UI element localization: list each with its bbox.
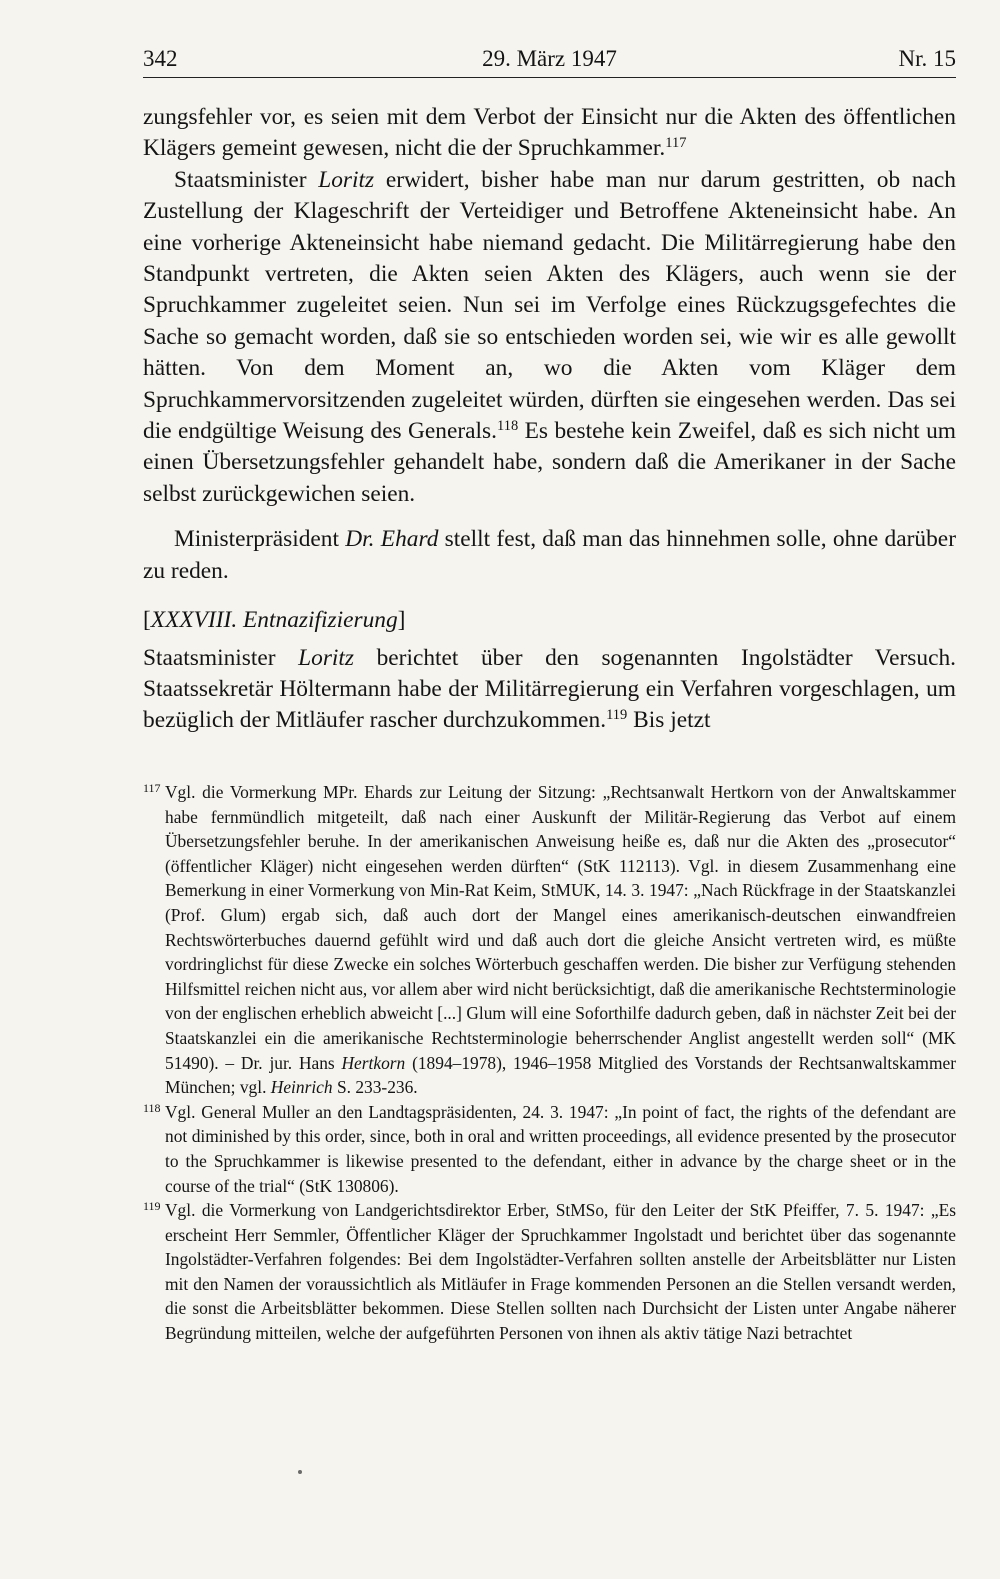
paragraph-text: Staatsminister (174, 166, 319, 193)
footnote-number: 118 (143, 1100, 161, 1115)
speaker-name: Loritz (298, 644, 355, 671)
section-title: XXXVIII. Entnazifizierung (150, 607, 398, 634)
footnote-text: Vgl. die Vormerkung von Landgerichtsdirektor Erber, StMSo, für den Leiter der StK Pfeiffer, 7. 5. 1947: „Es erscheint Herr Semmler, Öffentlicher Kläger der Spruchkammer Ingolstadt und berichtet über das sogenannte Ingolstädter-Verfahren folgendes: Bei dem Ingolstädter-Verfahren sollten anstelle der Arbeitsblätter nur Listen mit den Namen der voraussichtlich als Mitläufer in Frage kommenden Personen an die Stellen versandt werden, die sonst die Arbeitsblätter bekommen. Diese Stellen sollten nach Durchsicht der Listen unter Angabe näherer Begründung mitteilen, welche der aufgeführten Personen von ihnen als aktiv tätige Nazi betrachtet (165, 1200, 956, 1344)
paragraph-ehard (143, 524, 956, 587)
speaker-name: Dr. Ehard (345, 526, 439, 553)
footnote-text-part: Vgl. die Vormerkung MPr. Ehards zur Leitung der Sitzung: „Rechtsanwalt Hertkorn von der Anwaltskammer habe fernmündlich mitgeteilt, daß nach einer Auskunft der Militär-Regierung das Verbot auf einem Übersetzungsfehler beruhe. In der amerikanischen Anweisung heiße es, daß nur die Akten des „prosecutor“ (öffentlicher Kläger) nicht eingesehen werden dürften“ (StK 112113). Vgl. in diesem Zusammenhang eine Bemerkung in einer Vormerkung von Min-Rat Keim, StMUK, 14. 3. 1947: „Nach Rückfrage in der Staatskanzlei (Prof. Glum) ergab sich, daß auch dort der Mangel eines amerikanisch-deutschen einwandfreien Rechtswörterbuches dauernd gefühlt wird und daß auch dort die gleiche Ansicht vertreten wird, es müßte vordringlichst für diese Zwecke ein solches Wörterbuch geschaffen werden. Die bisher zur Verfügung stehenden Hilfsmittel reichen nicht aus, vor allem aber wird nicht berücksichtigt, daß die amerikanische Rechtsterminologie von der englischen erheblich abweicht [...] Glum will eine Soforthilfe dadurch geben, daß in nächster Zeit bei der Staatskanzlei ein die amerikanische Rechtsterminologie beherrschender Anglist angestellt werden soll“ (MK 51490). – Dr. jur. Hans (165, 782, 956, 1073)
paragraph-text: erwidert, bisher habe man nur darum gestritten, ob nach Zustellung der Klageschrift der Verteidiger und Betroffene Akteneinsicht habe. An eine vorherige Akteneinsicht habe niemand gedacht. Die Militärregierung habe den Standpunkt vertreten, die Akten seien Akten des Klägers, auch wenn sie der Spruchkammer zugeleitet seien. Nun sei im Verfolge eines Rückzugsgefechtes die Sache so gemacht worden, daß sie so entschieden worden sei, wie wir es alle gewollt hätten. Von dem Moment an, wo die Akten vom Kläger dem Spruchkammervorsitzenden zugeleitet würden, dürften sie eingesehen werden. Das sei die endgültige Weisung des Generals. (143, 166, 956, 445)
paragraph-text: Es bestehe kein Zweifel, daß es sich nicht um einen Übersetzungsfehler gehandelt habe, sondern daß die Amerikaner in der Sache selbst zurückgewichen seien. (143, 418, 956, 507)
person-name: Hertkorn (341, 1052, 406, 1073)
footnote-ref-117: 117 (665, 135, 687, 152)
speaker-name: Loritz (318, 166, 375, 193)
footnote-118 (143, 1100, 956, 1198)
footnotes (143, 780, 956, 1346)
bracket-close: ] (397, 607, 406, 634)
paragraph-loritz-response (143, 165, 956, 510)
footnote-text (165, 780, 956, 1100)
paragraph-text: zungsfehler vor, es seien mit dem Verbot der Einsicht nur die Akten des öffentlichen Klägers gemeint gewesen, nicht die der Spruchkammer. (143, 104, 956, 162)
header-rule (143, 77, 956, 78)
footnote-text-part: (1894–1978), 1946–1958 Mitglied des Vorstands der Rechtsanwaltskammer München; vgl. (165, 1052, 956, 1098)
footnote-number: 117 (143, 781, 161, 795)
footnote-117 (143, 780, 956, 1100)
paragraph-ingolstadt (143, 643, 956, 737)
footnote-text-part: S. 233-236. (332, 1077, 418, 1098)
footnote-number: 119 (143, 1199, 161, 1214)
header-date: 29. März 1947 (482, 46, 617, 71)
paragraph-text: Bis jetzt (627, 707, 711, 734)
bracket-open: [ (143, 607, 151, 634)
footnote-ref-119: 119 (606, 707, 628, 724)
page-number: 342 (143, 46, 178, 71)
footnote-text: Vgl. General Muller an den Landtagspräsidenten, 24. 3. 1947: „In point of fact, the rights of the defendant are not diminished by this order, since, both in oral and written proceedings, all evidence presented by the prosecutor to the Spruchkammer is likewise presented to the defendant, either in advance by the charge sheet or in the course of the trial“ (StK 130806). (165, 1101, 956, 1196)
footnote-ref-118: 118 (497, 418, 519, 435)
section-heading (143, 605, 956, 636)
reference-author: Heinrich (270, 1077, 333, 1098)
paragraph-text: Staatsminister (143, 644, 299, 671)
footnote-119 (143, 1198, 956, 1346)
main-text (143, 102, 956, 737)
paper-speck (298, 1470, 302, 1474)
running-header (143, 44, 956, 76)
issue-number: Nr. 15 (898, 46, 956, 71)
paragraph-text: Ministerpräsident (174, 526, 346, 553)
paragraph-text: berichtet über den sogenannten Ingolstädter Versuch. Staatssekretär Höltermann habe der Militärregierung ein Verfahren vorgeschlagen, um bezüglich der Mitläufer rascher durchzukommen. (143, 644, 956, 734)
paragraph-continuation (143, 102, 956, 165)
paragraph-text: stellt fest, daß man das hinnehmen solle, ohne darüber zu reden. (143, 526, 956, 584)
